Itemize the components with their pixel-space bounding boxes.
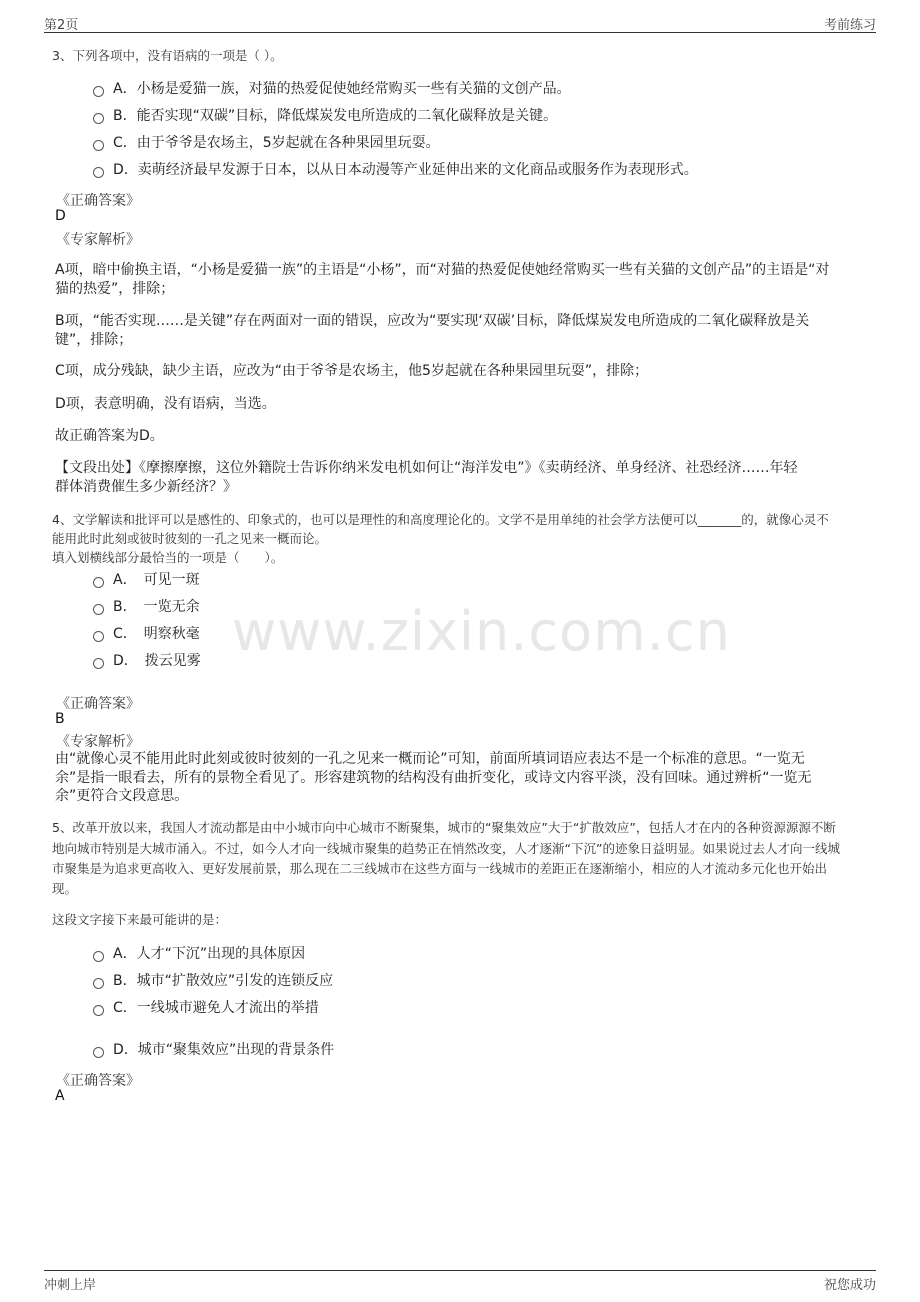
q3-option-a[interactable]: A．小杨是爱猫一族，对猫的热爱促使她经常购买一些有关猫的文创产品。	[93, 78, 571, 100]
q3-answer-label: 《正确答案》	[56, 193, 140, 209]
q5-option-b[interactable]: B．城市“扩散效应”引发的连锁反应	[93, 970, 333, 992]
q3-analysis-a-line1: A项，暗中偷换主语，“小杨是爱猫一族”的主语是“小杨”，而“对猫的热爱促使她经常购买一些有关猫的文创产品”的主语是“对	[55, 262, 830, 278]
q5-stem-line4: 现。	[52, 881, 78, 896]
q3-analysis-label: 《专家解析》	[56, 232, 140, 248]
q4-option-c[interactable]: C． 明察秋毫	[93, 623, 200, 645]
radio-icon[interactable]	[93, 86, 104, 97]
q3-answer: D	[55, 208, 66, 224]
page-footer	[44, 1270, 876, 1293]
radio-icon[interactable]	[93, 658, 104, 669]
q4-answer: B	[55, 711, 65, 727]
header-title: 考前练习	[823, 18, 876, 33]
radio-icon[interactable]	[93, 577, 104, 588]
q4-option-a[interactable]: A． 可见一斑	[93, 569, 200, 591]
radio-icon[interactable]	[93, 140, 104, 151]
q3-source-line1: 【文段出处】《摩擦摩擦，这位外籍院士告诉你纳米发电机如何让“海洋发电”》《卖萌经济、单身经济、社恐经济……年轻	[55, 460, 798, 476]
q4-option-d[interactable]: D． 拨云见雾	[93, 650, 201, 672]
radio-icon[interactable]	[93, 167, 104, 178]
q3-analysis-b-line1: B项，“能否实现……是关键”存在两面对一面的错误，应改为“要实现‘双碳’目标，降低煤炭发电所造成的二氧化碳释放是关	[55, 313, 810, 329]
q5-stem-line2: 地向城市特别是大城市涌入。不过，如今人才向一线城市聚集的趋势正在悄然改变，人才逐渐“下沉”的迹象日益明显。如果说过去人才向一线城	[52, 841, 840, 856]
q3-option-d[interactable]: D．卖萌经济最早发源于日本，以从日本动漫等产业延伸出来的文化商品或服务作为表现形式。	[93, 159, 698, 181]
q3-analysis-a-line2: 猫的热爱”，排除；	[55, 281, 175, 297]
q5-answer: A	[55, 1088, 65, 1104]
q4-stem-line3: 填入划横线部分最恰当的一项是（ ）。	[52, 550, 284, 565]
radio-icon[interactable]	[93, 951, 104, 962]
q5-option-d[interactable]: D．城市“聚集效应”出现的背景条件	[93, 1039, 334, 1061]
q5-stem-line1: 5、改革开放以来，我国人才流动都是由中小城市向中心城市不断聚集，城市的“聚集效应”大于“扩散效应”，包括人才在内的各种资源源源不断	[52, 820, 836, 835]
q3-stem: 3、下列各项中，没有语病的一项是（ ）。	[52, 48, 283, 63]
q3-analysis-c: C项，成分残缺，缺少主语，应改为“由于爷爷是农场主，他5岁起就在各种果园里玩耍”，排除；	[55, 363, 649, 379]
watermark: www.zixin.com.cn	[232, 600, 731, 663]
radio-icon[interactable]	[93, 113, 104, 124]
q4-stem-line2: 能用此时此刻或彼时彼刻的一孔之见来一概而论。	[52, 531, 328, 546]
q5-option-a[interactable]: A．人才“下沉”出现的具体原因	[93, 943, 305, 965]
q3-conclusion: 故正确答案为D。	[55, 428, 164, 444]
q4-analysis-line2: 余”是指一眼看去，所有的景物全看见了。形容建筑物的结构没有曲折变化，或诗文内容平淡，没有回味。通过辨析“一览无	[55, 770, 812, 786]
q4-analysis-label: 《专家解析》	[56, 734, 140, 750]
q3-option-c[interactable]: C．由于爷爷是农场主，5岁起就在各种果园里玩耍。	[93, 132, 440, 154]
page-header	[44, 12, 876, 33]
radio-icon[interactable]	[93, 604, 104, 615]
q4-analysis-line1: 由“就像心灵不能用此时此刻或彼时彼刻的一孔之见来一概而论”可知，前面所填词语应表达不是一个标准的意思。“一览无	[55, 751, 805, 767]
q4-answer-label: 《正确答案》	[56, 696, 140, 712]
radio-icon[interactable]	[93, 1047, 104, 1058]
radio-icon[interactable]	[93, 631, 104, 642]
radio-icon[interactable]	[93, 978, 104, 989]
q3-source-line2: 群体消费催生多少新经济？》	[55, 479, 237, 495]
q5-stem-line3: 市聚集是为追求更高收入、更好发展前景，那么现在二三线城市在这些方面与一线城市的差距正在逐渐缩小，相应的人才流动多元化也开始出	[52, 861, 828, 876]
q4-stem-line1: 4、文学解读和批评可以是感性的、印象式的，也可以是理性的和高度理论化的。文学不是用单纯的社会学方法便可以_______的，就像心灵不	[52, 512, 829, 527]
q4-analysis-line3: 余”更符合文段意思。	[55, 788, 189, 804]
footer-right-text: 祝您成功	[823, 1278, 876, 1293]
q3-option-b[interactable]: B．能否实现“双碳”目标，降低煤炭发电所造成的二氧化碳释放是关键。	[93, 105, 557, 127]
q3-analysis-d: D项，表意明确，没有语病，当选。	[55, 396, 276, 412]
q5-answer-label: 《正确答案》	[56, 1073, 140, 1089]
q5-option-c[interactable]: C．一线城市避免人才流出的举措	[93, 997, 319, 1019]
q4-option-b[interactable]: B． 一览无余	[93, 596, 200, 618]
q3-analysis-b-line2: 键”，排除；	[55, 332, 133, 348]
page-number: 第2页	[44, 18, 79, 33]
radio-icon[interactable]	[93, 1005, 104, 1016]
q5-prompt: 这段文字接下来最可能讲的是：	[52, 912, 228, 927]
footer-left-text: 冲刺上岸	[44, 1278, 97, 1293]
